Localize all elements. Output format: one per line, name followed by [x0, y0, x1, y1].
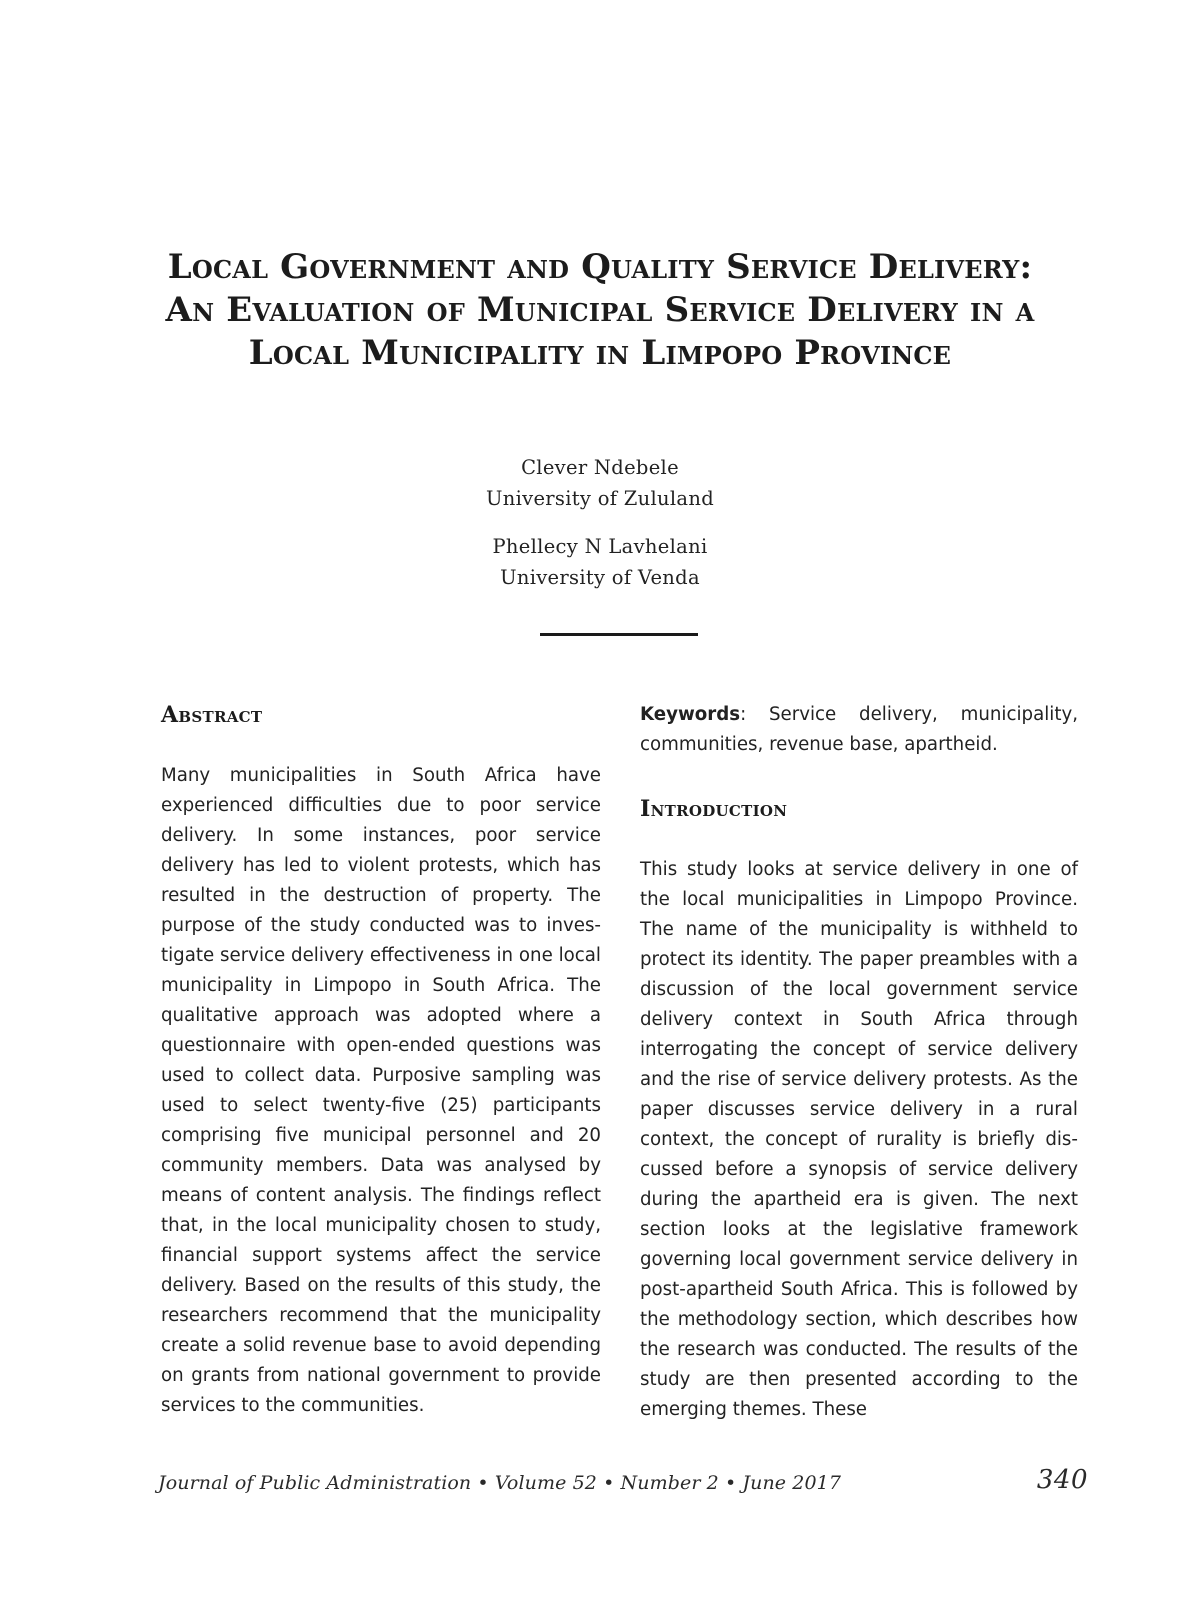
keywords-label: Keywords	[640, 704, 741, 725]
introduction-text: This study looks at service delivery in one of the local municipalities in Limpopo Province. The name of the municipality is withheld to protect its identity. The paper preambles with a discussion of the local government service delivery context in South Africa through interrogating the concept of service delivery and the rise of service delivery protests. As the paper discusses service delivery in a rural context, the concept of rurality is briefly discussed before a synopsis of service delivery during the apartheid era is given. The next section looks at the legislative framework governing local government service delivery in post-apartheid South Africa. This is followed by the methodology section, which describes how the research was conducted. The results of the study are then presented according to the emerging themes. These	[640, 859, 1078, 1420]
abstract-heading: Abstract	[161, 702, 263, 728]
title-divider	[540, 633, 698, 636]
right-column	[640, 700, 1078, 1425]
author-affiliation: University of Zululand	[486, 487, 714, 510]
keywords-text: : Service delivery, municipality, communities, revenue base, apartheid.	[640, 704, 1078, 755]
journal-citation: Journal of Public Administration • Volume 52 • Number 2 • June 2017	[158, 1472, 842, 1494]
author-entry	[300, 452, 900, 514]
author-block	[300, 452, 900, 593]
introduction-heading: Introduction	[640, 796, 788, 822]
author-name: Clever Ndebele	[521, 456, 679, 479]
author-name: Phellecy N Lavhelani	[492, 535, 708, 558]
abstract-text: Many municipalities in South Africa have experienced difficulties due to poor service delivery. In some instances, poor service delivery has led to violent protests, which has resulted in the destruction of property. The purpose of the study conducted was to investigate service delivery effectiveness in one local municipality in Limpopo in South Africa. The qualitative approach was adopted where a questionnaire with open-ended questions was used to collect data. Purposive sampling was used to select twenty-five (25) participants comprising five municipal personnel and 20 community members. Data was analysed by means of content analysis. The findings reflect that, in the local municipality chosen to study, financial support systems affect the service delivery. Based on the results of this study, the researchers recommend that the municipality create a solid revenue base to avoid depending on grants from national government to provide services to the communities.	[161, 765, 601, 1416]
left-column	[161, 700, 601, 1421]
author-affiliation: University of Venda	[500, 566, 700, 589]
page-footer	[158, 1462, 1088, 1502]
article-title: Local Government and Quality Service Delivery: An Evaluation of Municipal Service Delivery in a Local Municipality in Limpopo Province	[165, 247, 1035, 373]
author-entry	[300, 531, 900, 593]
keywords-line	[640, 700, 1078, 760]
page-number: 340	[1036, 1465, 1088, 1495]
